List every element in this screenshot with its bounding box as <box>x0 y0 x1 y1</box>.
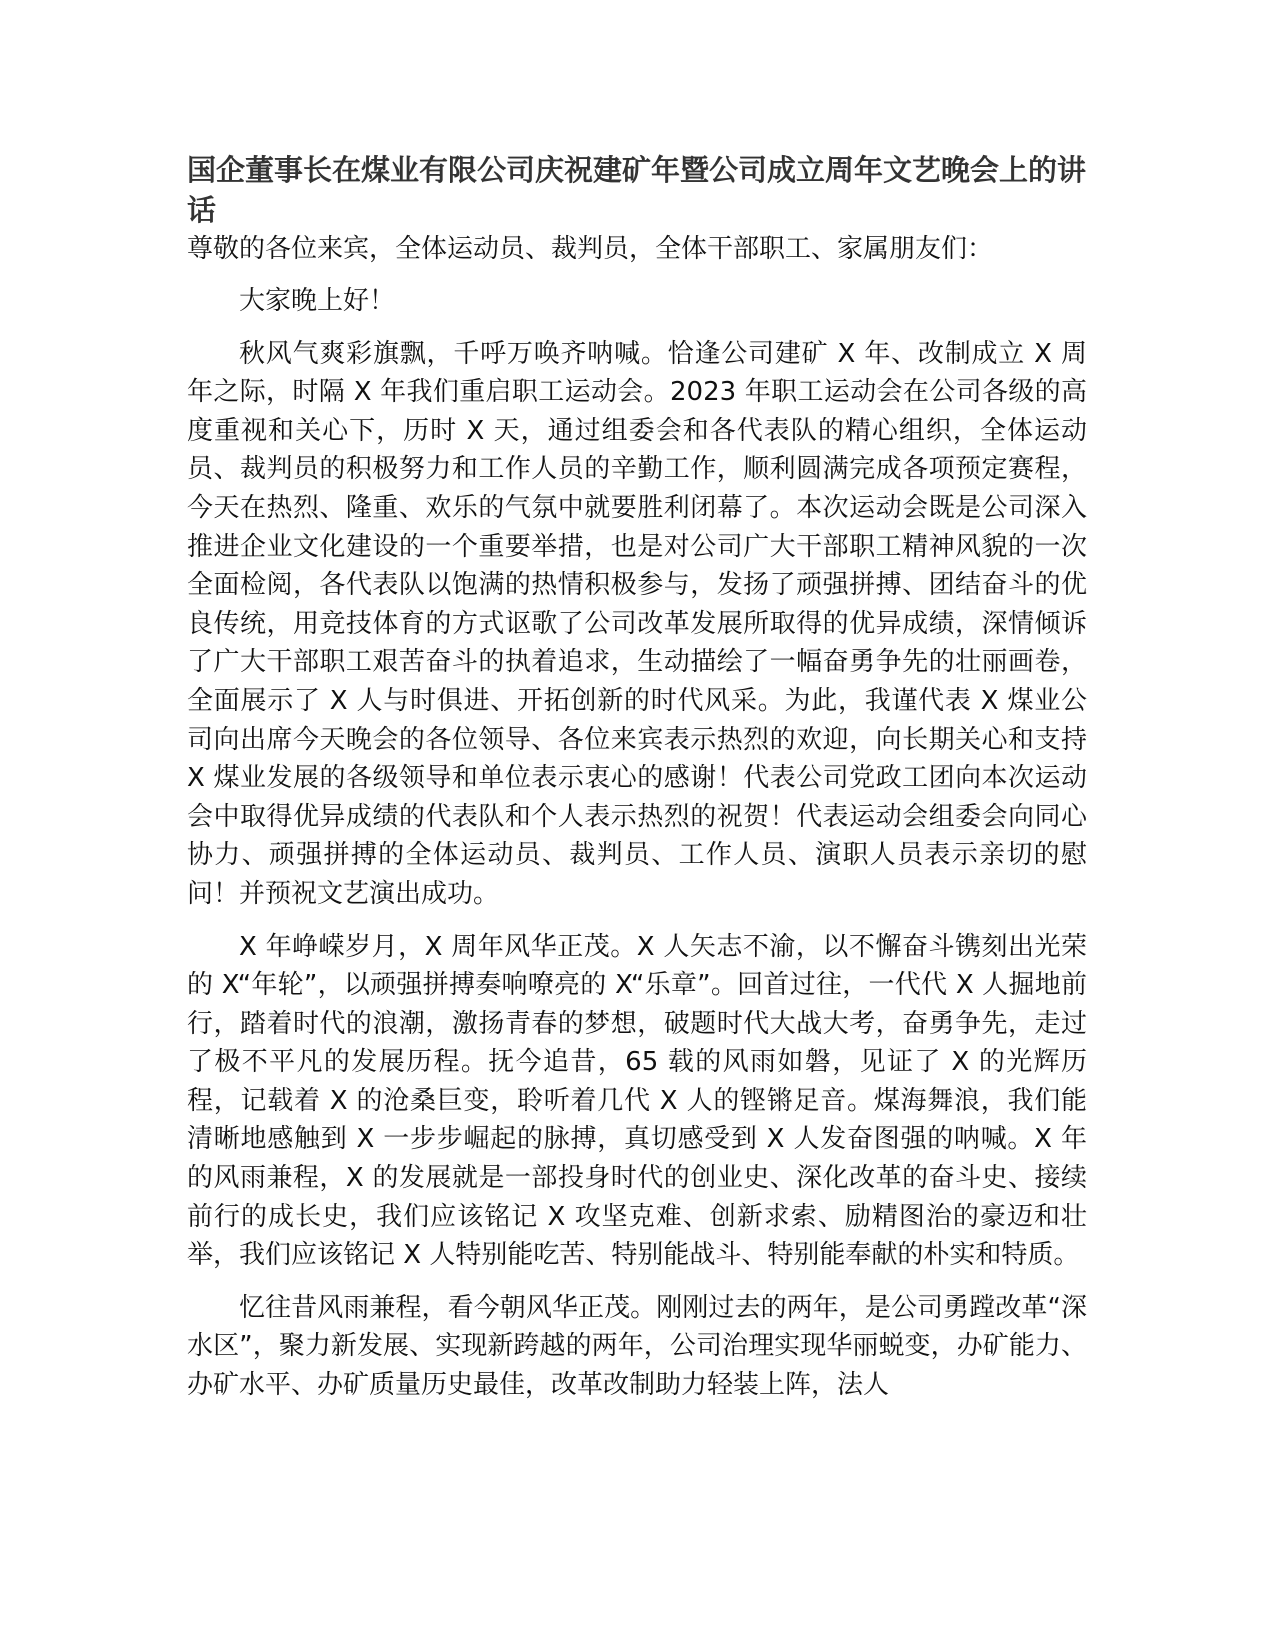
paragraph-greeting: 大家晚上好！ <box>239 286 396 316</box>
paragraph-opening: 秋风气爽彩旗飘，千呼万唤齐呐喊。恰逢公司建矿 X 年、改制成立 X 周年之际，时隔 X 年我们重启职工运动会。2023 年职工运动会在公司各级的高度重视和关心下，历时 X 天，通过组委会和各代表队的精心组织，全体运动员、裁判员的积极努力和工作人员的辛勤工作，顺利圆满完成各项预定赛程，今天在热烈、隆重、欢乐的气氛中就要胜利闭幕了。本次运动会既是公司深入推进企业文化建设的一个重要举措，也是对公司广大干部职工精神风貌的一次全面检阅，各代表队以饱满的热情积极参与，发扬了顽强拼搏、团结奋斗的优良传统，用竞技体育的方式讴歌了公司改革发展所取得的优异成绩，深情倾诉了广大干部职工艰苦奋斗的执着追求，生动描绘了一幅奋勇争先的壮丽画卷，全面展示了 X 人与时俱进、开拓创新的时代风采。为此，我谨代表 X 煤业公司向出席今天晚会的各位领导、各位来宾表示热烈的欢迎，向长期关心和支持 X 煤业发展的各级领导和单位表示衷心的感谢！代表公司党政工团向本次运动会中取得优异成绩的代表队和个人表示热烈的祝贺！代表运动会组委会向同心协力、顽强拼搏的全体运动员、裁判员、工作人员、演职人员表示亲切的慰问！并预祝文艺演出成功。 <box>187 338 1087 909</box>
paragraph-recent-years: 忆往昔风雨兼程，看今朝风华正茂。刚刚过去的两年，是公司勇蹚改革“深水区”，聚力新发展、实现新跨越的两年，公司治理实现华丽蜕变，办矿能力、办矿水平、办矿质量历史最佳，改革改制助力轻装上阵，法人 <box>187 1292 1087 1401</box>
document-body <box>187 150 1087 1405</box>
salutation: 尊敬的各位来宾，全体运动员、裁判员，全体干部职工、家属朋友们： <box>187 234 994 264</box>
document-title: 国企董事长在煤业有限公司庆祝建矿年暨公司成立周年文艺晚会上的讲话 <box>187 153 1087 227</box>
paragraph-history: X 年峥嵘岁月，X 周年风华正茂。X 人矢志不渝，以不懈奋斗镌刻出光荣的 X“年轮”，以顽强拼搏奏响嘹亮的 X“乐章”。回首过往，一代代 X 人掘地前行，踏着时代的浪潮，激扬青春的梦想，破题时代大战大考，奋勇争先，走过了极不平凡的发展历程。抚今追昔，65 载的风雨如磐，见证了 X 的光辉历程，记载着 X 的沧桑巨变，聆听着几代 X 人的铿锵足音。煤海舞浪，我们能清晰地感触到 X 一步步崛起的脉搏，真切感受到 X 人发奋图强的呐喊。X 年的风雨兼程，X 的发展就是一部投身时代的创业史、深化改革的奋斗史、接续前行的成长史，我们应该铭记 X 攻坚克难、创新求索、励精图治的豪迈和壮举，我们应该铭记 X 人特别能吃苦、特别能战斗、特别能奉献的朴实和特质。 <box>187 931 1087 1271</box>
